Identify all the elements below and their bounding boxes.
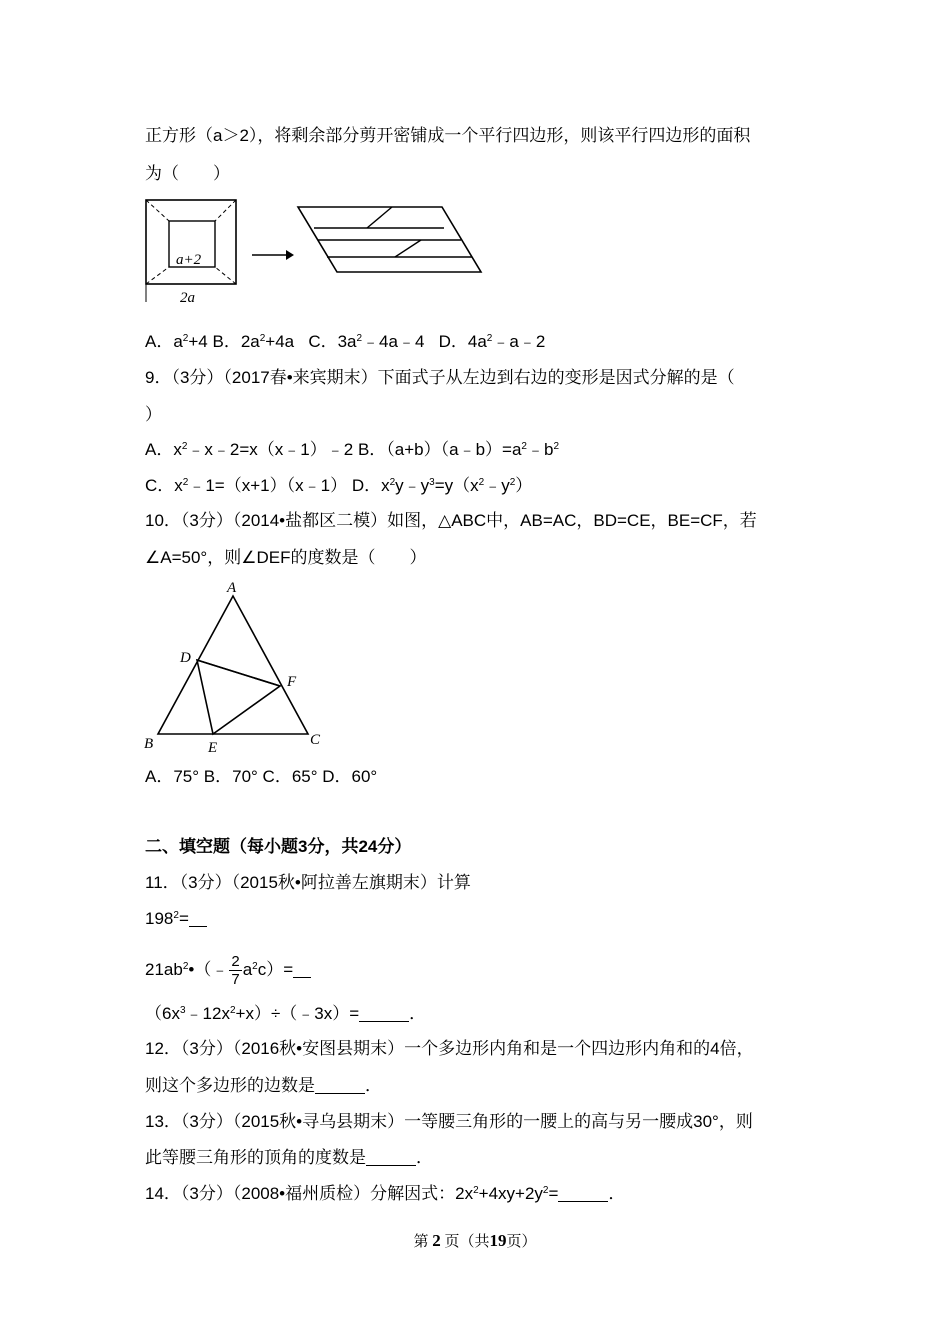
q10-text-line2: ∠A=50°，则∠DEF的度数是（ ） (145, 548, 427, 567)
diag-bl (146, 267, 169, 284)
q11-expr2: $21ab^2•(﹣$ $\frac{2}{7}$ $a^2c)=$ (145, 953, 311, 988)
q8-figure-parallelogram (292, 204, 486, 276)
q8-arrow (250, 248, 296, 262)
diag-tl (146, 200, 169, 221)
q10-options: A．75° B．70° C．65° D．60° (145, 767, 378, 786)
q9-text-line2: ） (145, 405, 162, 424)
answer-blank-q12[interactable] (315, 1075, 365, 1094)
label-b: B (144, 736, 154, 752)
q10-text-line1: 10．（3分）（2014•盐都区二模）如图，△ABC中，AB=AC，BD=CE，BE=CF，若 (145, 511, 757, 530)
label-f: F (287, 674, 297, 690)
answer-blank-q13[interactable] (366, 1147, 416, 1166)
outer-label: 2a (180, 290, 195, 306)
q13-text-line2: 此等腰三角形的顶角的度数是 ． (145, 1148, 433, 1167)
q13-text-line1: 13．（3分）（2015秋•寻乌县期末）一等腰三角形的一腰上的高与另一腰成30°，则 (145, 1112, 753, 1131)
q11-expr3: $(6x^3﹣12x^2+x)\div(﹣3x)=$ ． (145, 1004, 427, 1023)
q8-text-line2: 为（ ） (145, 164, 230, 183)
page-footer: 第 2 页（共19页） (413, 1231, 537, 1250)
q8-figure-square (140, 194, 250, 306)
q11-text-line1: 11．（3分）（2015秋•阿拉善左旗期末）计算 (145, 873, 471, 892)
answer-blank-q14[interactable] (558, 1183, 608, 1202)
answer-blank-3[interactable] (359, 1003, 409, 1022)
q8-text-line1: 正方形（a＞2），将剩余部分剪开密铺成一个平行四边形，则该平行四边形的面积 (145, 126, 751, 145)
diag-br (215, 267, 236, 284)
label-e: E (208, 740, 218, 756)
q8-options: A．$a^2+4$ B．$2a^2+4a$ C．$3a^2﹣4a﹣4$ D．$4a^2﹣a﹣2$ (145, 332, 546, 351)
q9-text-line1: 9．（3分）（2017春•来宾期末）下面式子从左边到右边的变形是因式分解的是（ (145, 368, 735, 387)
inner-label: a+2 (176, 252, 202, 268)
q9-options-ab: A．$x^2﹣x﹣2=x(x﹣1)﹣2$ B．$(a+b)(a﹣b)=a^2﹣b^2$ (145, 440, 559, 459)
answer-blank-1[interactable] (189, 908, 207, 927)
page-total: 19 (489, 1231, 507, 1250)
page-number: 2 (432, 1231, 441, 1250)
triangle-def (197, 660, 280, 734)
outer-square (146, 200, 236, 284)
section-2-title: 二、填空题（每小题3分，共24分） (145, 837, 412, 856)
fraction-two-sevenths: $\frac{2}{7}$ (231, 953, 240, 988)
label-d: D (180, 650, 191, 666)
label-a: A (227, 580, 237, 596)
q11-expr1: $198^2=$ (145, 907, 207, 931)
q10-triangle-figure (138, 576, 328, 758)
q12-text-line1: 12．（3分）（2016秋•安图县期末）一个多边形内角和是一个四边形内角和的4倍， (145, 1039, 754, 1058)
answer-blank-2[interactable] (293, 959, 311, 978)
q14-text: 14．（3分）（2008•福州质检）分解因式：$2x^2+4xy+2y^2=$ ． (145, 1184, 626, 1203)
diag-tr (215, 200, 236, 221)
q12-text-line2: 则这个多边形的边数是 ． (145, 1076, 382, 1095)
q9-options-cd: C．$x^2﹣1=(x+1)(x﹣1)$ D．$x^2y﹣y^3=y(x^2﹣y^2)$ (145, 476, 533, 495)
label-c: C (310, 732, 321, 748)
